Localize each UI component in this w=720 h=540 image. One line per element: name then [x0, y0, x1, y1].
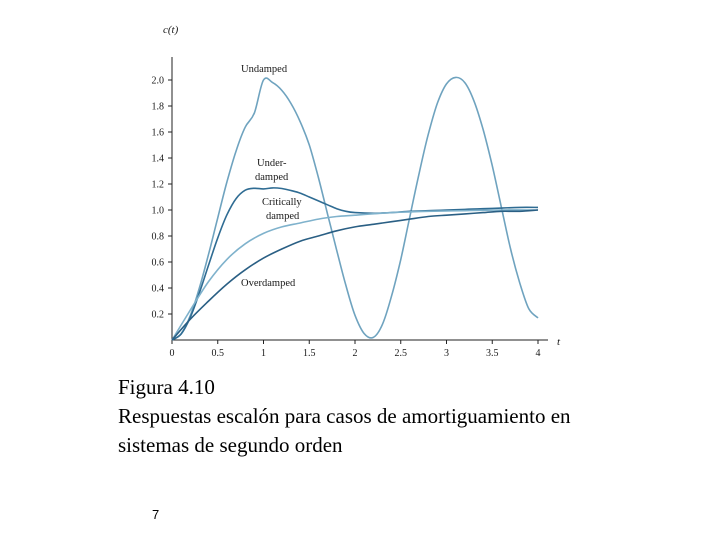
y-axis-label: c(t) — [163, 24, 179, 36]
x-axis-label: t — [557, 336, 561, 348]
y-tick-label: 1.2 — [151, 179, 164, 191]
label-overdamped: Overdamped — [241, 278, 296, 289]
chart-curves — [172, 77, 538, 340]
x-tick-label: 0 — [169, 348, 175, 359]
label-critically-damped-line2: damped — [266, 211, 300, 222]
chart-axes — [172, 57, 548, 340]
label-underdamped-line1: Under- — [257, 158, 287, 169]
x-tick-label: 2.5 — [394, 348, 407, 359]
chart-ticks — [152, 76, 541, 360]
x-tick-label: 2 — [352, 348, 358, 359]
x-tick-label: 3 — [444, 348, 449, 359]
x-tick-label: 3.5 — [486, 348, 499, 359]
caption-text-line2: sistemas de segundo orden — [118, 433, 343, 457]
x-tick-label: 4 — [535, 348, 541, 359]
y-tick-label: 0.2 — [151, 309, 164, 321]
x-tick-label: 0.5 — [211, 348, 224, 359]
y-tick-label: 2.0 — [151, 75, 164, 87]
y-tick-label: 0.8 — [151, 231, 164, 243]
label-critically-damped-line1: Critically — [262, 197, 302, 208]
x-tick-label: 1 — [261, 348, 266, 359]
y-tick-label: 1.6 — [151, 127, 164, 139]
series-line-critically-damped — [172, 210, 538, 340]
caption-text-line1: Respuestas escalón para casos de amortiguamiento en — [118, 404, 571, 428]
y-tick-label: 1.4 — [151, 153, 164, 165]
label-undamped: Undamped — [241, 64, 288, 75]
y-tick-label: 0.4 — [151, 283, 164, 295]
page-number: 7 — [152, 507, 160, 522]
caption-figure-number: Figura 4.10 — [118, 375, 215, 399]
y-tick-label: 1.0 — [151, 205, 164, 217]
figure-caption — [118, 373, 678, 460]
y-tick-label: 1.8 — [151, 101, 164, 113]
y-tick-label: 0.6 — [151, 257, 164, 269]
label-underdamped-line2: damped — [255, 172, 289, 183]
x-tick-label: 1.5 — [303, 348, 316, 359]
series-line-overdamped — [172, 210, 538, 340]
